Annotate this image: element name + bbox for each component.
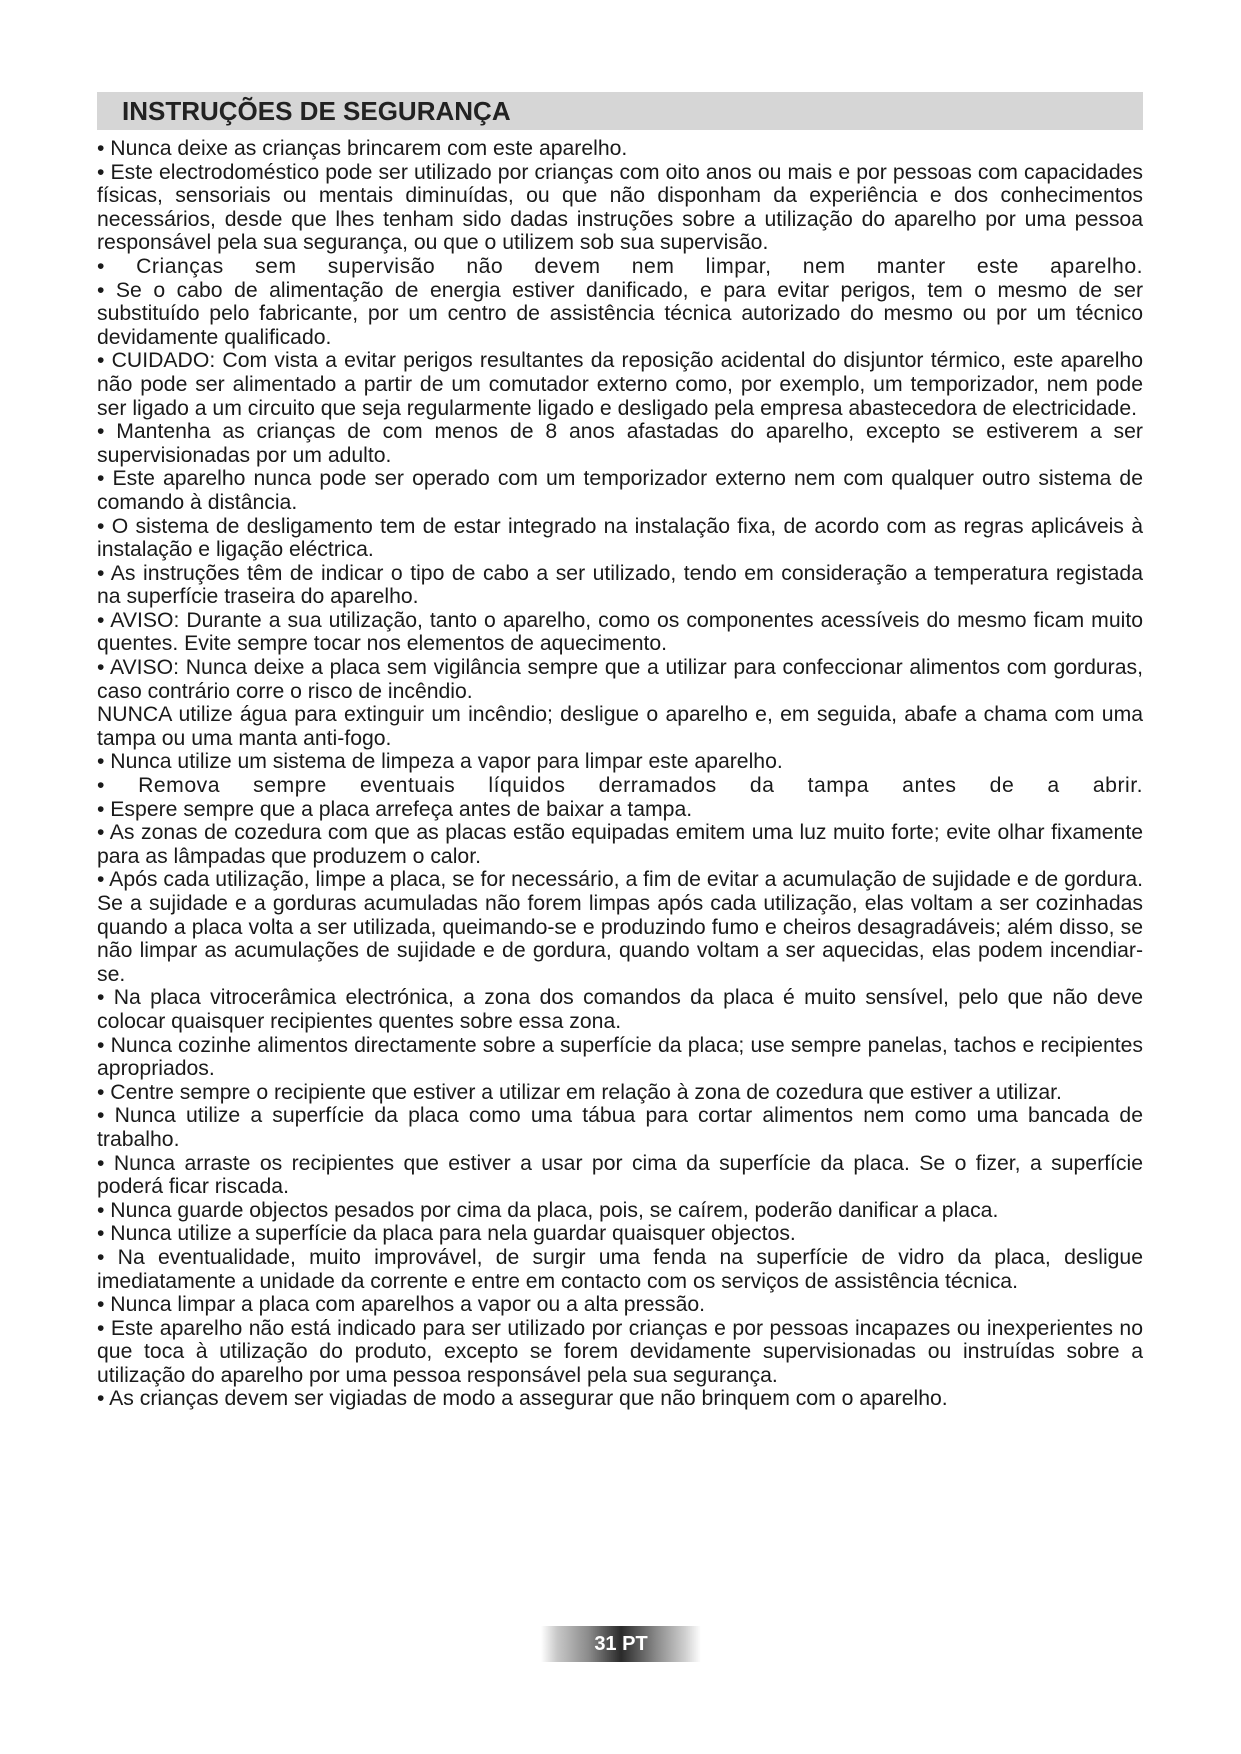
- instruction-item: • Nunca limpar a placa com aparelhos a vapor ou a alta pressão.: [97, 1293, 706, 1317]
- instruction-item: • O sistema de desligamento tem de estar integrado na instalação fixa, de acordo com as regras aplicáveis à instalação e ligação eléctrica.: [97, 514, 1143, 562]
- instruction-item: • Na eventualidade, muito improvável, de surgir uma fenda na superfície de vidro da placa, desligue imediatamente a unidade da corrente e entre em contacto com os serviços de assistência técnica.: [97, 1245, 1143, 1293]
- instruction-item: • Crianças sem supervisão não devem nem limpar, nem manter este aparelho.: [97, 254, 1143, 278]
- page-title: INSTRUÇÕES DE SEGURANÇA: [122, 96, 511, 126]
- instruction-item: • As zonas de cozedura com que as placas estão equipadas emitem uma luz muito forte; evite olhar fixamente para as lâmpadas que produzem o calor.: [97, 821, 1143, 868]
- instruction-item: • Na placa vitrocerâmica electrónica, a zona dos comandos da placa é muito sensível, pelo que não deve colocar quaisquer recipientes quentes sobre essa zona.: [97, 986, 1143, 1033]
- instruction-item: • Se o cabo de alimentação de energia estiver danificado, e para evitar perigos, tem o mesmo de ser substituído pelo fabricante, por um centro de assistência técnica autorizado do mesmo ou por um técnico devidamente qualificado.: [97, 278, 1143, 349]
- instruction-item: • Nunca cozinhe alimentos directamente sobre a superfície da placa; use sempre panelas, tachos e recipientes apropriados.: [97, 1033, 1143, 1081]
- instruction-item: • Nunca utilize um sistema de limpeza a vapor para limpar este aparelho.: [97, 750, 783, 774]
- instruction-item: • Nunca utilize a superfície da placa como uma tábua para cortar alimentos nem como uma bancada de trabalho.: [97, 1104, 1143, 1151]
- instruction-item: • As instruções têm de indicar o tipo de cabo a ser utilizado, tendo em consideração a temperatura registada na superfície traseira do aparelho.: [97, 561, 1143, 609]
- instruction-item: • Este electrodoméstico pode ser utilizado por crianças com oito anos ou mais e por pessoas com capacidades físicas, sensoriais ou mentais diminuídas, ou que não disponham da experiência e dos conhecimentos necessários, desde que lhes tenham sido dadas instruções sobre a utilização do aparelho por uma pessoa responsável pela sua segurança, ou que o utilizem sob sua supervisão.: [97, 160, 1143, 255]
- section-header: [97, 92, 1143, 130]
- page-number: 31 PT: [541, 1626, 701, 1662]
- instruction-item: • As crianças devem ser vigiadas de modo a assegurar que não brinquem com o aparelho.: [97, 1387, 948, 1411]
- instruction-item: • Este aparelho nunca pode ser operado com um temporizador externo nem com qualquer outro sistema de comando à distância.: [97, 467, 1143, 514]
- instruction-item: • CUIDADO: Com vista a evitar perigos resultantes da reposição acidental do disjuntor térmico, este aparelho não pode ser alimentado a partir de um comutador externo como, por exemplo, um temporizador, nem pode ser ligado a um circuito que seja regularmente ligado e desligado pela empresa abastecedora de electricidade.: [97, 349, 1143, 420]
- instruction-item: • Nunca utilize a superfície da placa para nela guardar quaisquer objectos.: [97, 1222, 796, 1246]
- instruction-item: • Nunca guarde objectos pesados por cima da placa, pois, se caírem, poderão danificar a placa.: [97, 1198, 999, 1222]
- instruction-item: • Nunca arraste os recipientes que estiver a usar por cima da superfície da placa. Se o fizer, a superfície poderá ficar riscada.: [97, 1151, 1143, 1199]
- instruction-item: • Mantenha as crianças de com menos de 8 anos afastadas do aparelho, excepto se estiverem a ser supervisionadas por um adulto.: [97, 420, 1143, 467]
- instruction-item: • Espere sempre que a placa arrefeça antes de baixar a tampa.: [97, 797, 693, 821]
- safety-instructions: [97, 137, 1143, 1411]
- instruction-item: • Remova sempre eventuais líquidos derramados da tampa antes de a abrir.: [97, 774, 1143, 798]
- instruction-item: • AVISO: Nunca deixe a placa sem vigilância sempre que a utilizar para confeccionar alimentos com gorduras, caso contrário corre o risco de incêndio.: [97, 656, 1143, 703]
- instruction-item: • Nunca deixe as crianças brincarem com este aparelho.: [97, 137, 628, 160]
- instruction-item: NUNCA utilize água para extinguir um incêndio; desligue o aparelho e, em seguida, abafe a chama com uma tampa ou uma manta anti-fogo.: [97, 703, 1143, 750]
- instruction-item: • Centre sempre o recipiente que estiver a utilizar em relação à zona de cozedura que estiver a utilizar.: [97, 1080, 1062, 1104]
- instruction-item: • Após cada utilização, limpe a placa, se for necessário, a fim de evitar a acumulação de sujidade e de gordura. Se a sujidade e a gorduras acumuladas não forem limpas após cada utilização, elas voltam a ser cozinhadas quando a placa volta a ser utilizada, queimando-se e produzindo fumo e cheiros desagradáveis; além disso, se não limpar as acumulações de sujidade e de gordura, quando voltam a ser aquecidas, elas podem incendiar-se.: [97, 868, 1143, 986]
- instruction-item: • Este aparelho não está indicado para ser utilizado por crianças e por pessoas incapazes ou inexperientes no que toca à utilização do produto, excepto se forem devidamente supervisionadas ou instruídas sobre a utilização do aparelho por uma pessoa responsável pela sua segurança.: [97, 1316, 1143, 1387]
- instruction-item: • AVISO: Durante a sua utilização, tanto o aparelho, como os componentes acessíveis do mesmo ficam muito quentes. Evite sempre tocar nos elementos de aquecimento.: [97, 608, 1143, 656]
